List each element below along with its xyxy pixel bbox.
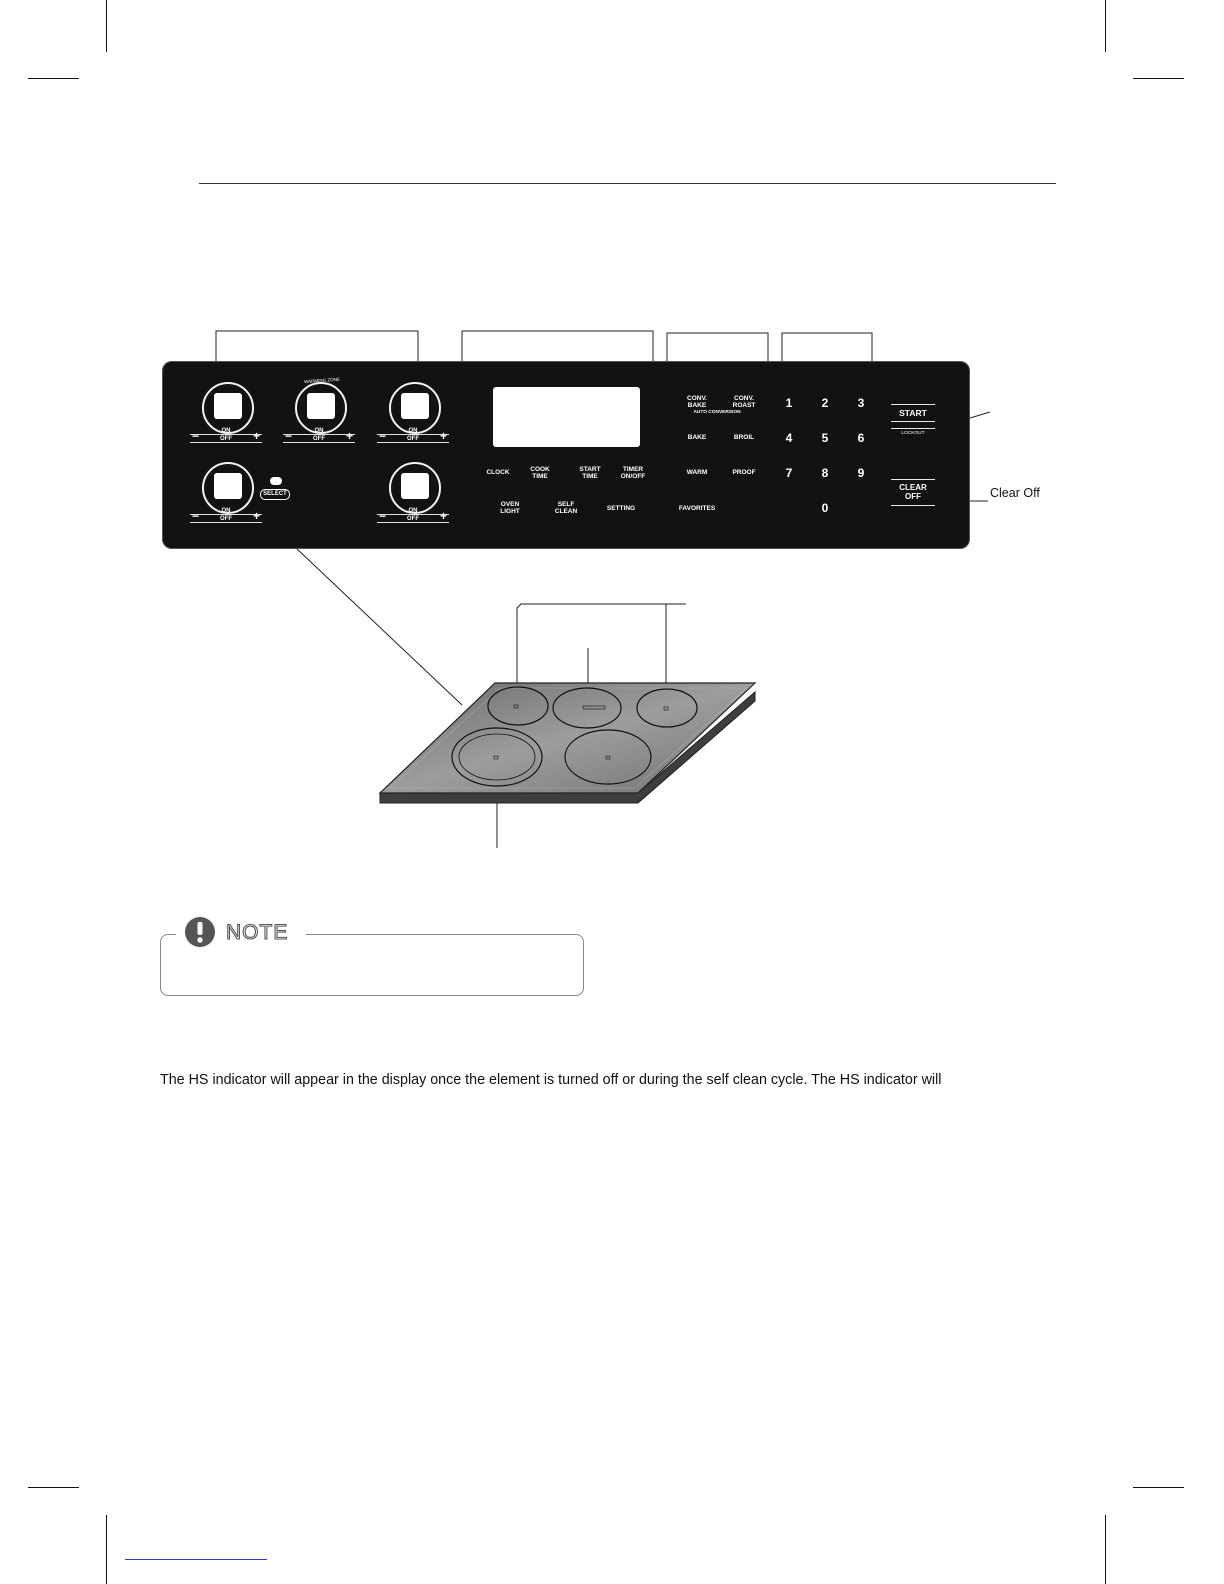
start-rule: [891, 404, 935, 405]
clear-rule: [891, 479, 935, 480]
on-label: ON: [408, 508, 418, 514]
start-rule: [891, 421, 935, 422]
knob-display: [401, 473, 429, 499]
minus-label: −: [379, 509, 387, 523]
note-heading: NOTE: [226, 921, 289, 944]
button-label: LIGHT: [500, 508, 520, 515]
plus-label: +: [253, 429, 261, 443]
clear-off-callout: Clear Off: [990, 486, 1040, 500]
element-select-icon: [270, 477, 282, 485]
lockout-label: LOCKOUT: [901, 431, 925, 436]
clear-off-button[interactable]: [891, 483, 935, 501]
knob-display: [214, 393, 242, 419]
button-label: OFF: [905, 492, 921, 501]
conv-bake-button[interactable]: [673, 395, 721, 409]
number-key-7[interactable]: 7: [785, 466, 793, 480]
burner-knob-left-rear[interactable]: [202, 382, 254, 434]
minus-label: −: [192, 509, 200, 523]
on-label: ON: [408, 428, 418, 434]
self-clean-button[interactable]: [542, 501, 590, 515]
minus-label: −: [285, 429, 293, 443]
number-key-8[interactable]: 8: [821, 466, 829, 480]
button-label: CLOCK: [486, 469, 510, 476]
proof-button[interactable]: [720, 469, 768, 476]
plus-label: +: [440, 509, 448, 523]
on-label: ON: [314, 428, 324, 434]
on-label: ON: [221, 508, 231, 514]
oven-display: [493, 387, 640, 447]
burner-knob-warming-zone[interactable]: [295, 382, 347, 434]
cook-time-button[interactable]: [516, 466, 564, 480]
knob-rule: [377, 522, 449, 523]
number-key-5[interactable]: 5: [821, 431, 829, 445]
plus-label: +: [346, 429, 354, 443]
button-label: CONV.: [687, 395, 707, 402]
knob-rule: [283, 434, 355, 435]
warming-zone-label: WARMING ZONE: [303, 376, 341, 385]
button-label: ON/OFF: [620, 473, 646, 480]
button-label: SETTING: [606, 505, 636, 512]
number-key-4[interactable]: 4: [785, 431, 793, 445]
button-label: BAKE: [687, 402, 707, 409]
clear-rule: [891, 505, 935, 506]
knob-rule: [190, 522, 262, 523]
off-label: OFF: [220, 436, 232, 442]
button-label: CLEAR: [899, 483, 927, 492]
on-label: ON: [221, 428, 231, 434]
timer-button[interactable]: [609, 466, 657, 480]
exclamation-icon: [184, 916, 216, 948]
burner-knob-right-rear[interactable]: [389, 382, 441, 434]
warm-button[interactable]: [673, 469, 721, 476]
knob-rule: [283, 442, 355, 443]
lockout-rule: [891, 428, 935, 429]
knob-display: [401, 393, 429, 419]
conv-roast-button[interactable]: [720, 395, 768, 409]
off-label: OFF: [313, 436, 325, 442]
cooktop-illustration: [370, 675, 770, 815]
button-label: WARM: [686, 469, 708, 476]
broil-button[interactable]: [720, 434, 768, 441]
knob-rule: [190, 442, 262, 443]
number-key-6[interactable]: 6: [857, 431, 865, 445]
number-key-9[interactable]: 9: [857, 466, 865, 480]
number-key-1[interactable]: 1: [785, 396, 793, 410]
button-label: TIME: [582, 473, 598, 480]
button-label: TIMER: [622, 466, 644, 473]
minus-label: −: [192, 429, 200, 443]
knob-display: [307, 393, 335, 419]
button-label: CONV.: [734, 395, 754, 402]
start-button[interactable]: START: [899, 408, 927, 418]
footer-link-underline: [125, 1559, 267, 1560]
knob-display: [214, 473, 242, 499]
button-label: BAKE: [687, 434, 707, 441]
select-button[interactable]: SELECT: [260, 489, 290, 500]
knob-rule: [190, 514, 262, 515]
knob-rule: [190, 434, 262, 435]
clock-button[interactable]: [474, 469, 522, 476]
button-label: FAVORITES: [678, 505, 716, 512]
number-key-3[interactable]: 3: [857, 396, 865, 410]
bake-button[interactable]: [673, 434, 721, 441]
knob-rule: [377, 442, 449, 443]
off-label: OFF: [407, 436, 419, 442]
oven-light-button[interactable]: [486, 501, 534, 515]
number-key-0[interactable]: 0: [821, 501, 829, 515]
button-label: TIME: [532, 473, 548, 480]
button-label: PROOF: [732, 469, 756, 476]
plus-label: +: [440, 429, 448, 443]
minus-label: −: [379, 429, 387, 443]
button-label: ROAST: [732, 402, 756, 409]
knob-rule: [377, 434, 449, 435]
button-label: SELF: [557, 501, 575, 508]
burner-knob-left-front[interactable]: [202, 462, 254, 514]
start-time-button[interactable]: [566, 466, 614, 480]
off-label: OFF: [407, 516, 419, 522]
setting-button[interactable]: [597, 505, 645, 512]
burner-knob-right-front[interactable]: [389, 462, 441, 514]
control-panel: [162, 361, 970, 549]
button-label: COOK: [530, 466, 550, 473]
plus-label: +: [253, 509, 261, 523]
body-paragraph: The HS indicator will appear in the display once the element is turned off or during the self clean cycle. The HS indicator will: [160, 1072, 942, 1088]
off-label: OFF: [220, 516, 232, 522]
favorites-button[interactable]: [673, 505, 721, 512]
button-label: START: [579, 466, 601, 473]
button-label: BROIL: [733, 434, 755, 441]
number-key-2[interactable]: 2: [821, 396, 829, 410]
button-label: CLEAN: [554, 508, 578, 515]
cooktop-surface: [380, 683, 755, 793]
knob-rule: [377, 514, 449, 515]
button-label: OVEN: [500, 501, 520, 508]
auto-conversion-label: AUTO CONVERSION: [693, 410, 741, 415]
